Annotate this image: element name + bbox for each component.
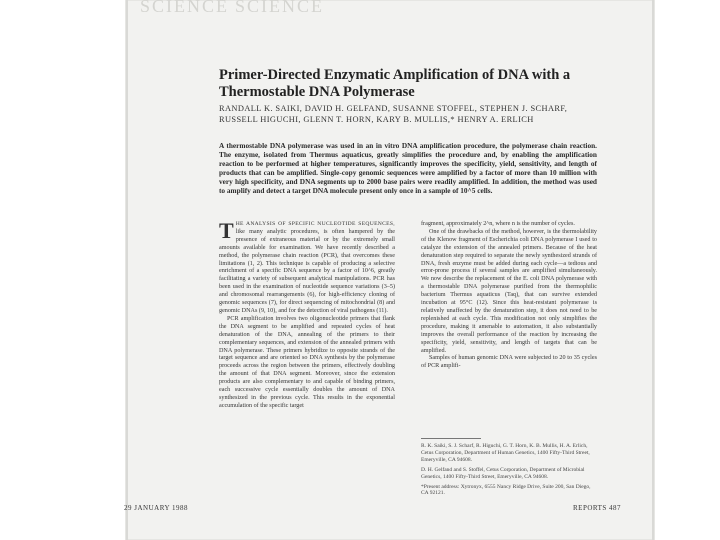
page-left-edge xyxy=(126,0,128,540)
body-paragraph: fragment, approximately 2^n, where n is the number of cycles. xyxy=(421,221,575,227)
body-paragraph: One of the drawbacks of the method, however, is the thermolability of the Klenow fragment of Escherichia coli DNA polymerase I used to catalyze the extension of the annealed primers. Because of the heat denaturation step required to separate the newly synthesized strands of DNA, fresh enzyme must be added during each cycle—a tedious and error-prone process if several samples are amplified simultaneously. We now describe the replacement of the E. coli DNA polymerase with a thermostable DNA polymerase purified from the thermophilic bacterium Thermus aquaticus (Taq), that can survive extended incubation at 95°C (12). Since this heat-resistant polymerase is relatively unaffected by the denaturation step, it does not need to be replenished at each cycle. This modification not only simplifies the procedure, making it amenable to automation, it also substantially improves the overall performance of the reaction by increasing the specificity, yield, sensitivity, and length of targets that can be amplified. xyxy=(421,228,597,354)
body-column-left xyxy=(219,218,395,411)
abstract: A thermostable DNA polymerase was used in an in vitro DNA amplification procedure, the polymerase chain reaction. The enzyme, isolated from Thermus aquaticus, greatly simplifies the procedure and, by enabling the amplification reaction to be performed at higher temperatures, significantly improves the specificity, yield, sensitivity, and length of products that can be amplified. Single-copy genomic sequences were amplified by a factor of more than 10 million with very high specificity, and DNA segments up to 2000 base pairs were readily amplified. In addition, the method was used to amplify and detect a target DNA molecule present only once in a sample of 10^5 cells. xyxy=(219,141,597,196)
footnote-rule xyxy=(421,438,481,439)
body-paragraph: PCR amplification involves two oligonucleotide primers that flank the DNA segment to be amplified and repeated cycles of heat denaturation of the DNA, annealing of the primers to their complementary sequences, and extension of the annealed primers with DNA polymerase. These primers hybridize to opposite strands of the target sequence and are oriented so DNA synthesis by the polymerase proceeds across the region between the primers, effectively doubling the amount of that DNA segment. Moreover, since the extension products are also complementary to and capable of binding primers, each successive cycle essentially doubles the amount of DNA synthesized in the previous cycle. This results in the exponential accumulation of the specific target xyxy=(219,315,395,409)
drop-cap: T xyxy=(219,218,234,243)
intro-paragraph xyxy=(219,218,395,316)
paper-title: Primer-Directed Enzymatic Amplification of DNA with a Thermostable DNA Polymerase xyxy=(219,67,571,100)
header-ghost-text: SCIENCE xyxy=(140,0,230,16)
body-paragraph: Samples of human genomic DNA were subjected to 20 to 35 cycles of PCR amplifi- xyxy=(421,355,597,370)
header-ghost-text-2: SCIENCE xyxy=(235,0,325,16)
page-folio: REPORTS 487 xyxy=(573,504,622,512)
footnote: R. K. Saiki, S. J. Scharf, R. Higuchi, G. T. Horn, K. B. Mullis, H. A. Erlich, Cetus Corporation, Department of Human Genetics, 1400 Fifty-Third Street, Emeryville, CA 94608. xyxy=(421,443,590,463)
lead-in: HE ANALYSIS OF SPECIFIC NUCLEOTIDE SEQUENCES, xyxy=(235,221,395,227)
body-column-right xyxy=(421,221,597,371)
page-right-edge xyxy=(652,0,654,540)
issue-date: 29 JANUARY 1988 xyxy=(124,504,189,512)
body-text: like many analytic procedures, is often hampered by the presence of extraneous material or by the extremely small amounts available for examination. We have recently described a method, the polymerase chain reaction (PCR), that overcomes these limitations (1, 2). This technique is capable of producing a selective enrichment of a specific DNA sequence by a factor of 10^6, greatly facilitating a variety of subsequent analytical manipulations. PCR has been used in the examination of nucleotide sequence variations (3–5) and chromosomal rearrangements (6), for high-efficiency cloning of genomic sequences (7), for direct sequencing of mitochondrial (8) and genomic DNAs (9, 10), and for the detection of viral pathogens (11). xyxy=(219,228,395,314)
author-list: RANDALL K. SAIKI, DAVID H. GELFAND, SUSANNE STOFFEL, STEPHEN J. SCHARF, RUSSELL HIGUCHI, GLENN T. HORN, KARY B. MULLIS,* HENRY A. ERLICH xyxy=(219,104,568,124)
footnote: *Present address: Xytronyx, 6555 Nancy Ridge Drive, Suite 200, San Diego, CA 92121. xyxy=(421,483,591,497)
affiliation-footnotes xyxy=(421,443,597,500)
footnote: D. H. Gelfand and S. Stoffel, Cetus Corporation, Department of Microbial Genetics, 1400 Fifty-Third Street, Emeryville, CA 94608. xyxy=(421,466,585,480)
